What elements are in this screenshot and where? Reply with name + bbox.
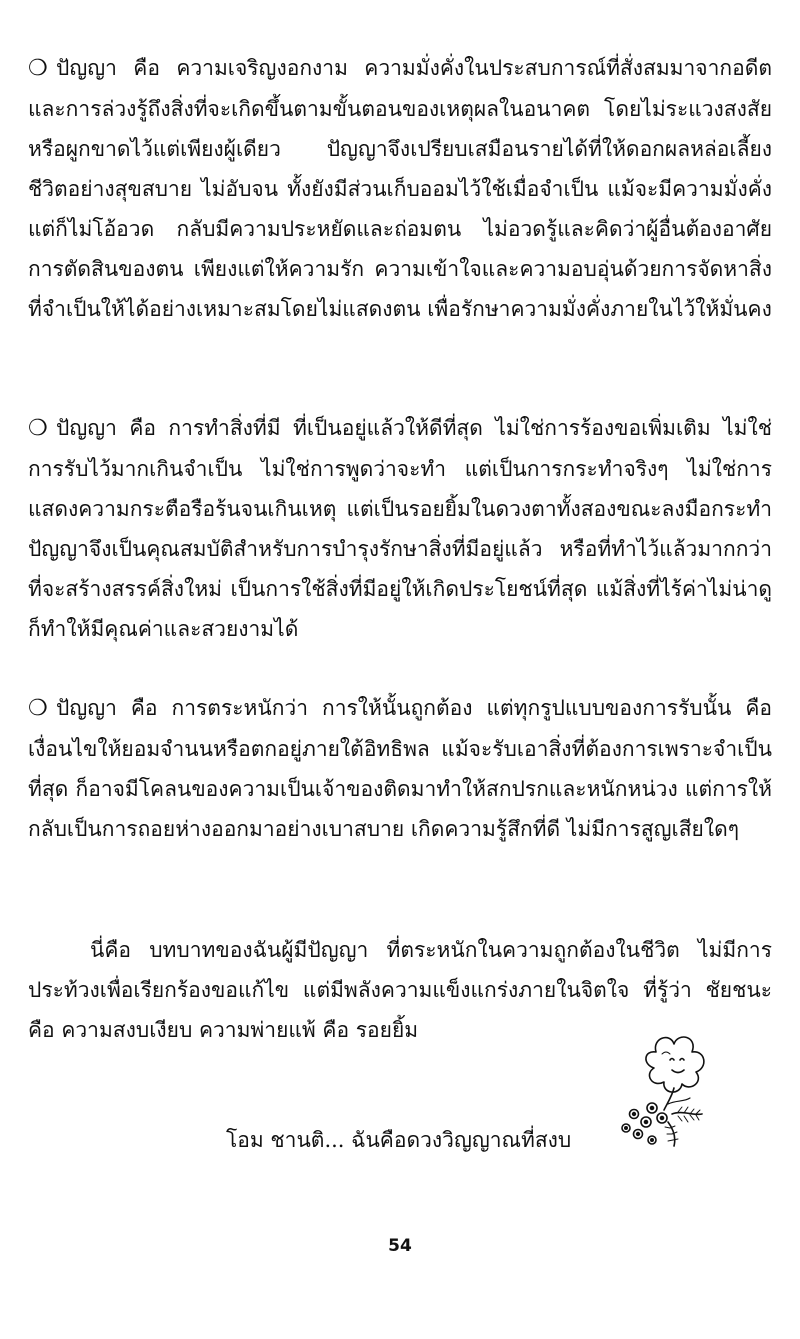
paragraph-text: ปัญญา คือ การทำสิ่งที่มี ที่เป็นอยู่แล้วให้ดีที่สุด ไม่ใช่การร้องขอเพิ่มเติม ไม่ใช่การรับไว้มากเกินจำเป็น ไม่ใช่การพูดว่าจะทำ แต่เป็นการกระทำจริงๆ ไม่ใช่การแสดงความกระตือรือร้นจนเกินเหตุ แต่เป็นรอยยิ้มในดวงตาทั้งสองขณะลงมือกระทำ ปัญญาจึงเป็นคุณสมบัติสำหรับการบำรุงรักษาสิ่งที่มีอยู่แล้ว หรือที่ทำไว้แล้วมากกว่าที่จะสร้างสรรค์สิ่งใหม่ เป็นการใช้สิ่งที่มีอยู่ให้เกิดประโยชน์ที่สุด แม้สิ่งที่ไร้ค่าไม่น่าดูก็ทำให้มีคุณค่าและสวยงามได้ xyxy=(28,416,772,641)
bullet-circle-icon: ❍ xyxy=(28,416,48,441)
paragraph-text: นี่คือ บทบาทของฉันผู้มีปัญญา ที่ตระหนักในความถูกต้องในชีวิต ไม่มีการประท้วงเพื่อเรียกร้องขอแก้ไข แต่มีพลังความแข็งแกร่งภายในจิตใจ ที่รู้ว่า ชัยชนะ คือ ความสงบเงียบ ความพ่ายแพ้ คือ รอยยิ้ม xyxy=(28,938,772,1042)
flower-bouquet-icon xyxy=(612,1030,724,1148)
paragraph-text: ปัญญา คือ ความเจริญงอกงาม ความมั่งคั่งในประสบการณ์ที่สั่งสมมาจากอดีต และการล่วงรู้ถึงสิ่งที่จะเกิดขึ้นตามขั้นตอนของเหตุผลในอนาคต โดยไม่ระแวงสงสัยหรือผูกขาดไว้แต่เพียงผู้เดียว ปัญญาจึงเปรียบเสมือนรายได้ที่ให้ดอกผลหล่อเลี้ยงชีวิตอย่างสุขสบาย ไม่อับจน ทั้งยังมีส่วนเก็บออมไว้ใช้เมื่อจำเป็น แม้จะมีความมั่งคั่งแต่ก็ไม่โอ้อวด กลับมีความประหยัดและถ่อมตน ไม่อวดรู้และคิดว่าผู้อื่นต้องอาศัยการตัดสินของตน เพียงแต่ให้ความรัก ความเข้าใจและความอบอุ่นด้วยการจัดหาสิ่งที่จำเป็นให้ได้อย่างเหมาะสมโดยไม่แสดงตน เพื่อรักษาความมั่งคั่งภายในไว้ให้มั่นคง xyxy=(28,56,772,321)
closing-line: โอม ชานติ... ฉันคือดวงวิญญาณที่สงบ xyxy=(226,1128,572,1152)
bullet-circle-icon: ❍ xyxy=(28,696,48,721)
paragraph-wisdom-action xyxy=(28,408,772,649)
paragraph-wisdom-growth xyxy=(28,48,772,329)
paragraph-wisdom-giving xyxy=(28,688,772,849)
paragraph-text: ปัญญา คือ การตระหนักว่า การให้นั้นถูกต้อง แต่ทุกรูปแบบของการรับนั้น คือเงื่อนไขให้ยอมจำนนหรือตกอยู่ภายใต้อิทธิพล แม้จะรับเอาสิ่งที่ต้องการเพราะจำเป็นที่สุด ก็อาจมีโคลนของความเป็นเจ้าของติดมาทำให้สกปรกและหนักหน่วง แต่การให้กลับเป็นการถอยห่างออกมาอย่างเบาสบาย เกิดความรู้สึกที่ดี ไม่มีการสูญเสียใดๆ xyxy=(28,696,772,841)
page-number: 54 xyxy=(388,1236,412,1256)
bullet-circle-icon: ❍ xyxy=(28,56,48,81)
